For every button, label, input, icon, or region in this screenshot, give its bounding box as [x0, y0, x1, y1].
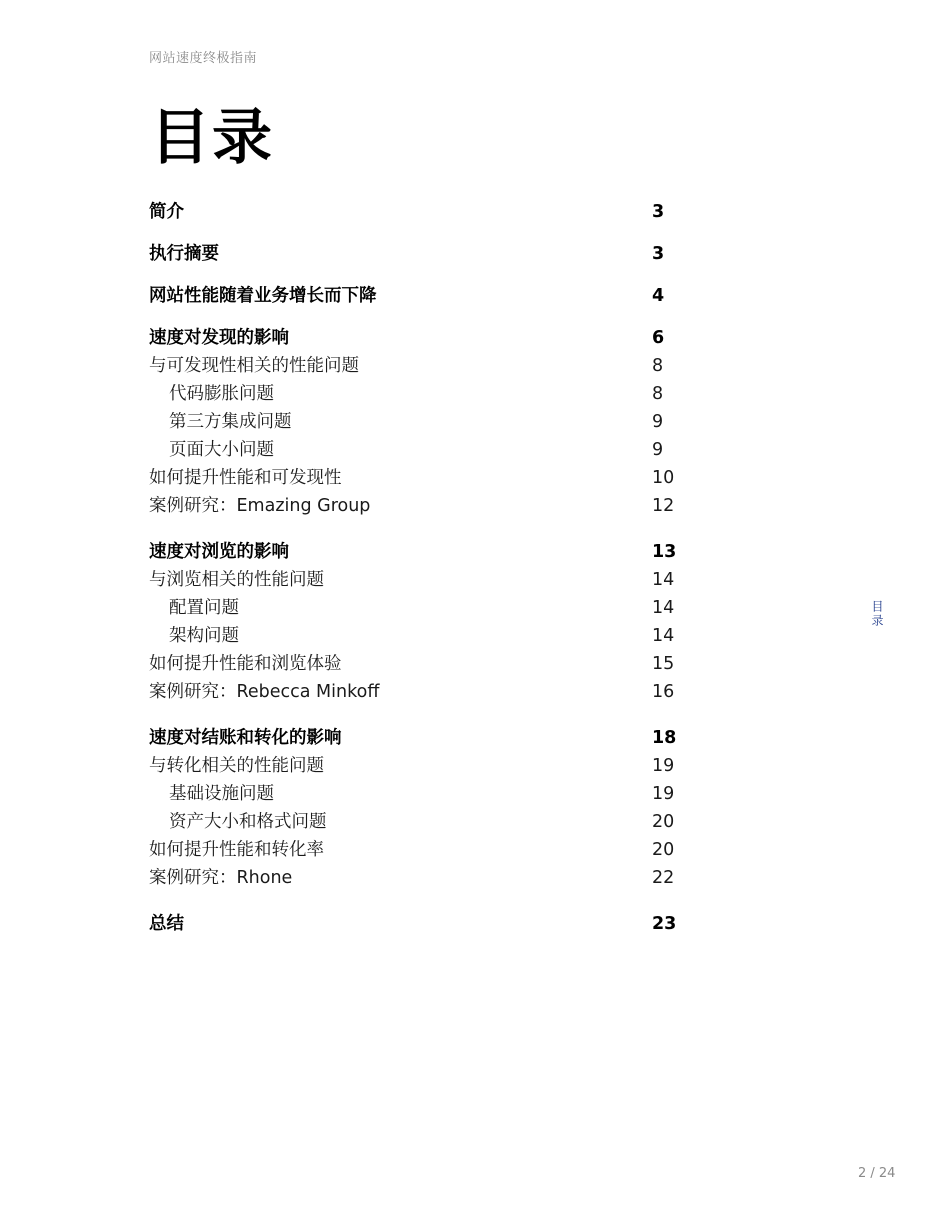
toc-entry-label: 第三方集成问题	[169, 412, 292, 432]
toc-entry[interactable]	[149, 650, 709, 678]
toc-entry[interactable]	[149, 594, 709, 622]
toc-entry-page-number: 9	[652, 412, 664, 432]
toc-entry-page-number: 20	[652, 812, 675, 832]
toc-entry[interactable]	[149, 492, 709, 520]
toc-entry-page-number: 10	[652, 468, 675, 488]
toc-entry[interactable]	[149, 864, 709, 892]
toc-entry[interactable]	[149, 282, 709, 310]
toc-entry-page-number: 8	[652, 356, 664, 376]
toc-entry-page-number: 14	[652, 570, 675, 590]
toc-entry-label: 总结	[149, 914, 184, 934]
toc-entry-label: 代码膨胀问题	[169, 384, 274, 404]
toc-entry-page-number: 4	[652, 286, 665, 306]
toc-entry-page-number: 13	[652, 542, 677, 562]
toc-entry-label: 配置问题	[169, 598, 239, 618]
toc-entry-page-number: 18	[652, 728, 677, 748]
table-of-contents	[149, 0, 709, 1000]
toc-side-tab[interactable]: 目录	[870, 600, 884, 628]
toc-entry-label: 案例研究：Rhone	[149, 868, 293, 888]
toc-entry-page-number: 22	[652, 868, 675, 888]
toc-entry[interactable]	[149, 752, 709, 780]
toc-entry[interactable]	[149, 724, 709, 752]
toc-entry-page-number: 19	[652, 756, 675, 776]
toc-entry-page-number: 8	[652, 384, 664, 404]
toc-entry[interactable]	[149, 464, 709, 492]
toc-entry-page-number: 14	[652, 626, 675, 646]
toc-entry-label: 执行摘要	[149, 244, 219, 264]
toc-entry[interactable]	[149, 408, 709, 436]
toc-entry[interactable]	[149, 352, 709, 380]
toc-entry-page-number: 3	[652, 202, 665, 222]
toc-entry-label: 与浏览相关的性能问题	[149, 570, 324, 590]
toc-entry[interactable]	[149, 566, 709, 594]
toc-entry[interactable]	[149, 808, 709, 836]
toc-entry-label: 架构问题	[169, 626, 239, 646]
toc-entry-page-number: 15	[652, 654, 675, 674]
toc-entry[interactable]	[149, 380, 709, 408]
toc-entry-label: 如何提升性能和转化率	[149, 840, 324, 860]
toc-entry[interactable]	[149, 198, 709, 226]
toc-entry[interactable]	[149, 436, 709, 464]
toc-entry-page-number: 16	[652, 682, 675, 702]
toc-entry-label: 案例研究：Emazing Group	[149, 496, 371, 516]
toc-entry-page-number: 20	[652, 840, 675, 860]
toc-entry-label: 页面大小问题	[169, 440, 274, 460]
toc-entry[interactable]	[149, 678, 709, 706]
toc-entry-label: 如何提升性能和可发现性	[149, 468, 342, 488]
toc-entry-page-number: 3	[652, 244, 665, 264]
page-indicator: 2 / 24	[858, 1166, 896, 1181]
toc-entry-label: 简介	[149, 202, 184, 222]
toc-entry[interactable]	[149, 836, 709, 864]
toc-entry-label: 速度对结账和转化的影响	[149, 728, 342, 748]
running-header: 网站速度终极指南	[149, 51, 258, 66]
toc-entry[interactable]	[149, 910, 709, 938]
toc-entry-page-number: 14	[652, 598, 675, 618]
toc-entry[interactable]	[149, 780, 709, 808]
toc-entry-page-number: 9	[652, 440, 664, 460]
toc-entry[interactable]	[149, 622, 709, 650]
toc-entry-label: 如何提升性能和浏览体验	[149, 654, 342, 674]
toc-entry-page-number: 12	[652, 496, 675, 516]
page-title: 目录	[150, 103, 274, 173]
toc-entry-label: 案例研究：Rebecca Minkoff	[149, 682, 380, 702]
toc-entry-page-number: 19	[652, 784, 675, 804]
toc-entry-label: 与转化相关的性能问题	[149, 756, 324, 776]
toc-entry[interactable]	[149, 538, 709, 566]
toc-entry-label: 速度对发现的影响	[149, 328, 289, 348]
toc-entry-label: 速度对浏览的影响	[149, 542, 289, 562]
toc-entry-label: 网站性能随着业务增长而下降	[149, 286, 377, 306]
toc-entry-label: 资产大小和格式问题	[169, 812, 327, 832]
toc-entry-page-number: 6	[652, 328, 665, 348]
toc-entry[interactable]	[149, 324, 709, 352]
toc-entry[interactable]	[149, 240, 709, 268]
toc-entry-page-number: 23	[652, 914, 677, 934]
toc-entry-label: 与可发现性相关的性能问题	[149, 356, 359, 376]
toc-entry-label: 基础设施问题	[169, 784, 274, 804]
